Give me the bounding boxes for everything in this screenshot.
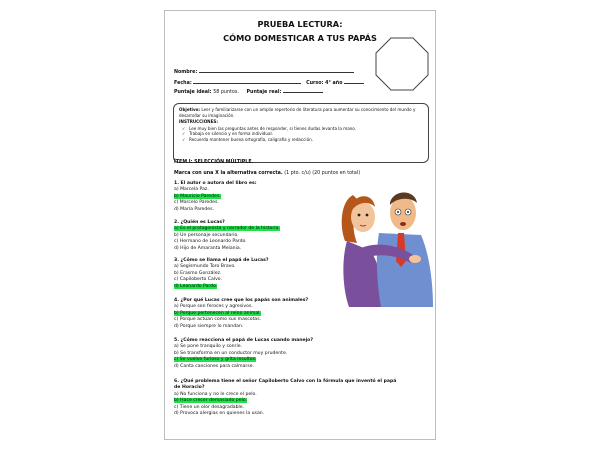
question-6: [174, 379, 396, 417]
nombre-label: Nombre:: [174, 70, 198, 75]
question-text: 5. ¿Cómo reacciona el papá de Lucas cuando manejo?: [174, 338, 313, 343]
title-line-2: CÓMO DOMESTICAR A TUS PAPÁS: [223, 33, 377, 43]
section-instruction-bold: Marca con una X la alternativa correcta.: [174, 171, 283, 176]
nombre-field[interactable]: [174, 68, 354, 75]
instruction-item: ✓ Recuerda mantener buena ortografía, caligrafía y redacción.: [179, 137, 423, 143]
answer-highlight: b) Hace crecer demasiado pelo.: [174, 398, 248, 404]
answer-highlight: b) Mauricio Paredes.: [174, 193, 221, 199]
option-a[interactable]: a) Porque son feroces y agresivos.: [174, 304, 253, 310]
curso-line[interactable]: [344, 79, 364, 84]
question-3: [174, 258, 269, 290]
option-c[interactable]: c) Porque actúan como sus mascotas.: [174, 317, 262, 323]
question-text-cont: de Horacio?: [174, 385, 205, 391]
option-b[interactable]: b) Erasmo González.: [174, 270, 222, 276]
answer-highlight: a) Es el protagonista y narrador de la historia.: [174, 226, 280, 232]
option-a[interactable]: a) Marcela Paz.: [174, 187, 209, 193]
option-d[interactable]: [174, 284, 269, 290]
puntaje-ideal-value: 58 puntos.: [213, 90, 239, 95]
section-instruction-rest: (1 pto. c/u) (20 puntos en total): [282, 171, 361, 176]
question-text: 2. ¿Quién es Lucas?: [174, 220, 225, 225]
parents-illustration: [335, 181, 435, 309]
option-d[interactable]: d) Canta canciones para calmarse.: [174, 363, 255, 369]
fecha-label: Fecha:: [174, 81, 192, 86]
option-a[interactable]: a) Se pone tranquilo y sonríe.: [174, 344, 243, 350]
puntaje-real-line[interactable]: [283, 88, 323, 93]
question-5: [174, 338, 313, 370]
worksheet-page: [164, 10, 436, 440]
score-octagon: [375, 37, 429, 91]
fecha-field[interactable]: [174, 79, 364, 86]
curso-label: Curso: 4° año: [306, 81, 343, 86]
question-4: [174, 298, 308, 330]
option-d[interactable]: d) María Paredes.: [174, 206, 214, 212]
question-text: 3. ¿Cómo se llama el papá de Lucas?: [174, 258, 269, 263]
option-d[interactable]: d) Hijo de Amaranta Melania.: [174, 245, 242, 251]
puntaje-ideal-label: Puntaje ideal:: [174, 90, 212, 95]
answer-highlight: d) Leonardo Pardo.: [174, 283, 218, 289]
option-c[interactable]: c) Marcelo Paredes.: [174, 200, 219, 206]
objective-text: [179, 107, 423, 118]
option-a[interactable]: [174, 226, 280, 232]
instructions-list: [179, 126, 423, 143]
fecha-line[interactable]: [193, 79, 301, 84]
title-line-1: PRUEBA LECTURA:: [257, 19, 343, 29]
section-title: ÍTEM I: SELECCIÓN MÚLTIPLE.: [174, 160, 254, 165]
option-d[interactable]: d) Provoca alergias en quienes la usan.: [174, 411, 265, 417]
question-text: 6. ¿Qué problema tiene el señor Capiloberto Calvo con la fórmula que inventó el papá: [174, 379, 397, 384]
section-instruction: [174, 171, 360, 176]
question-1: [174, 181, 257, 213]
objective-box: [173, 103, 429, 163]
option-c[interactable]: c) Tiene un olor desagradable.: [174, 404, 245, 410]
option-a[interactable]: a) No funciona y no le crece el pelo.: [174, 391, 257, 397]
answer-highlight: b) Porque pertenecen al reino animal.: [174, 310, 261, 316]
puntaje-field: [174, 88, 323, 95]
puntaje-real-label: Puntaje real:: [246, 90, 282, 95]
question-2: [174, 220, 280, 252]
option-d[interactable]: d) Porque siempre lo mandan.: [174, 323, 244, 329]
instructions-label: INSTRUCCIONES:: [179, 119, 218, 125]
answer-highlight: c) Se vuelve furioso y grita insultos.: [174, 357, 257, 363]
option-c[interactable]: c) Capiloberto Calvo.: [174, 277, 222, 283]
question-text: 1. El autor o autora del libro es:: [174, 181, 257, 186]
instruction-item: ✓ Trabaja en silencio y en forma individual.: [179, 131, 423, 137]
option-b[interactable]: b) Un personaje secundario.: [174, 232, 239, 238]
option-a[interactable]: a) Segismundo Toro Bravo.: [174, 264, 236, 270]
option-c[interactable]: c) Hermano de Leonardo Pardo.: [174, 239, 247, 245]
instruction-item: ✓ Lee muy bien las preguntas antes de responder, si tienes dudas levanta la mano.: [179, 126, 423, 132]
option-b[interactable]: b) Se transforma en un conductor muy prudente.: [174, 350, 288, 356]
objective-body: Leer y familiarizarse con un amplio repertorio de literatura para aumentar su conocimiento del mundo y desarrollar su imaginación.: [179, 107, 416, 118]
question-text: 4. ¿Por qué Lucas cree que los papás son animales?: [174, 298, 309, 303]
objective-label: Objetivo:: [179, 107, 201, 112]
nombre-line[interactable]: [199, 68, 354, 73]
